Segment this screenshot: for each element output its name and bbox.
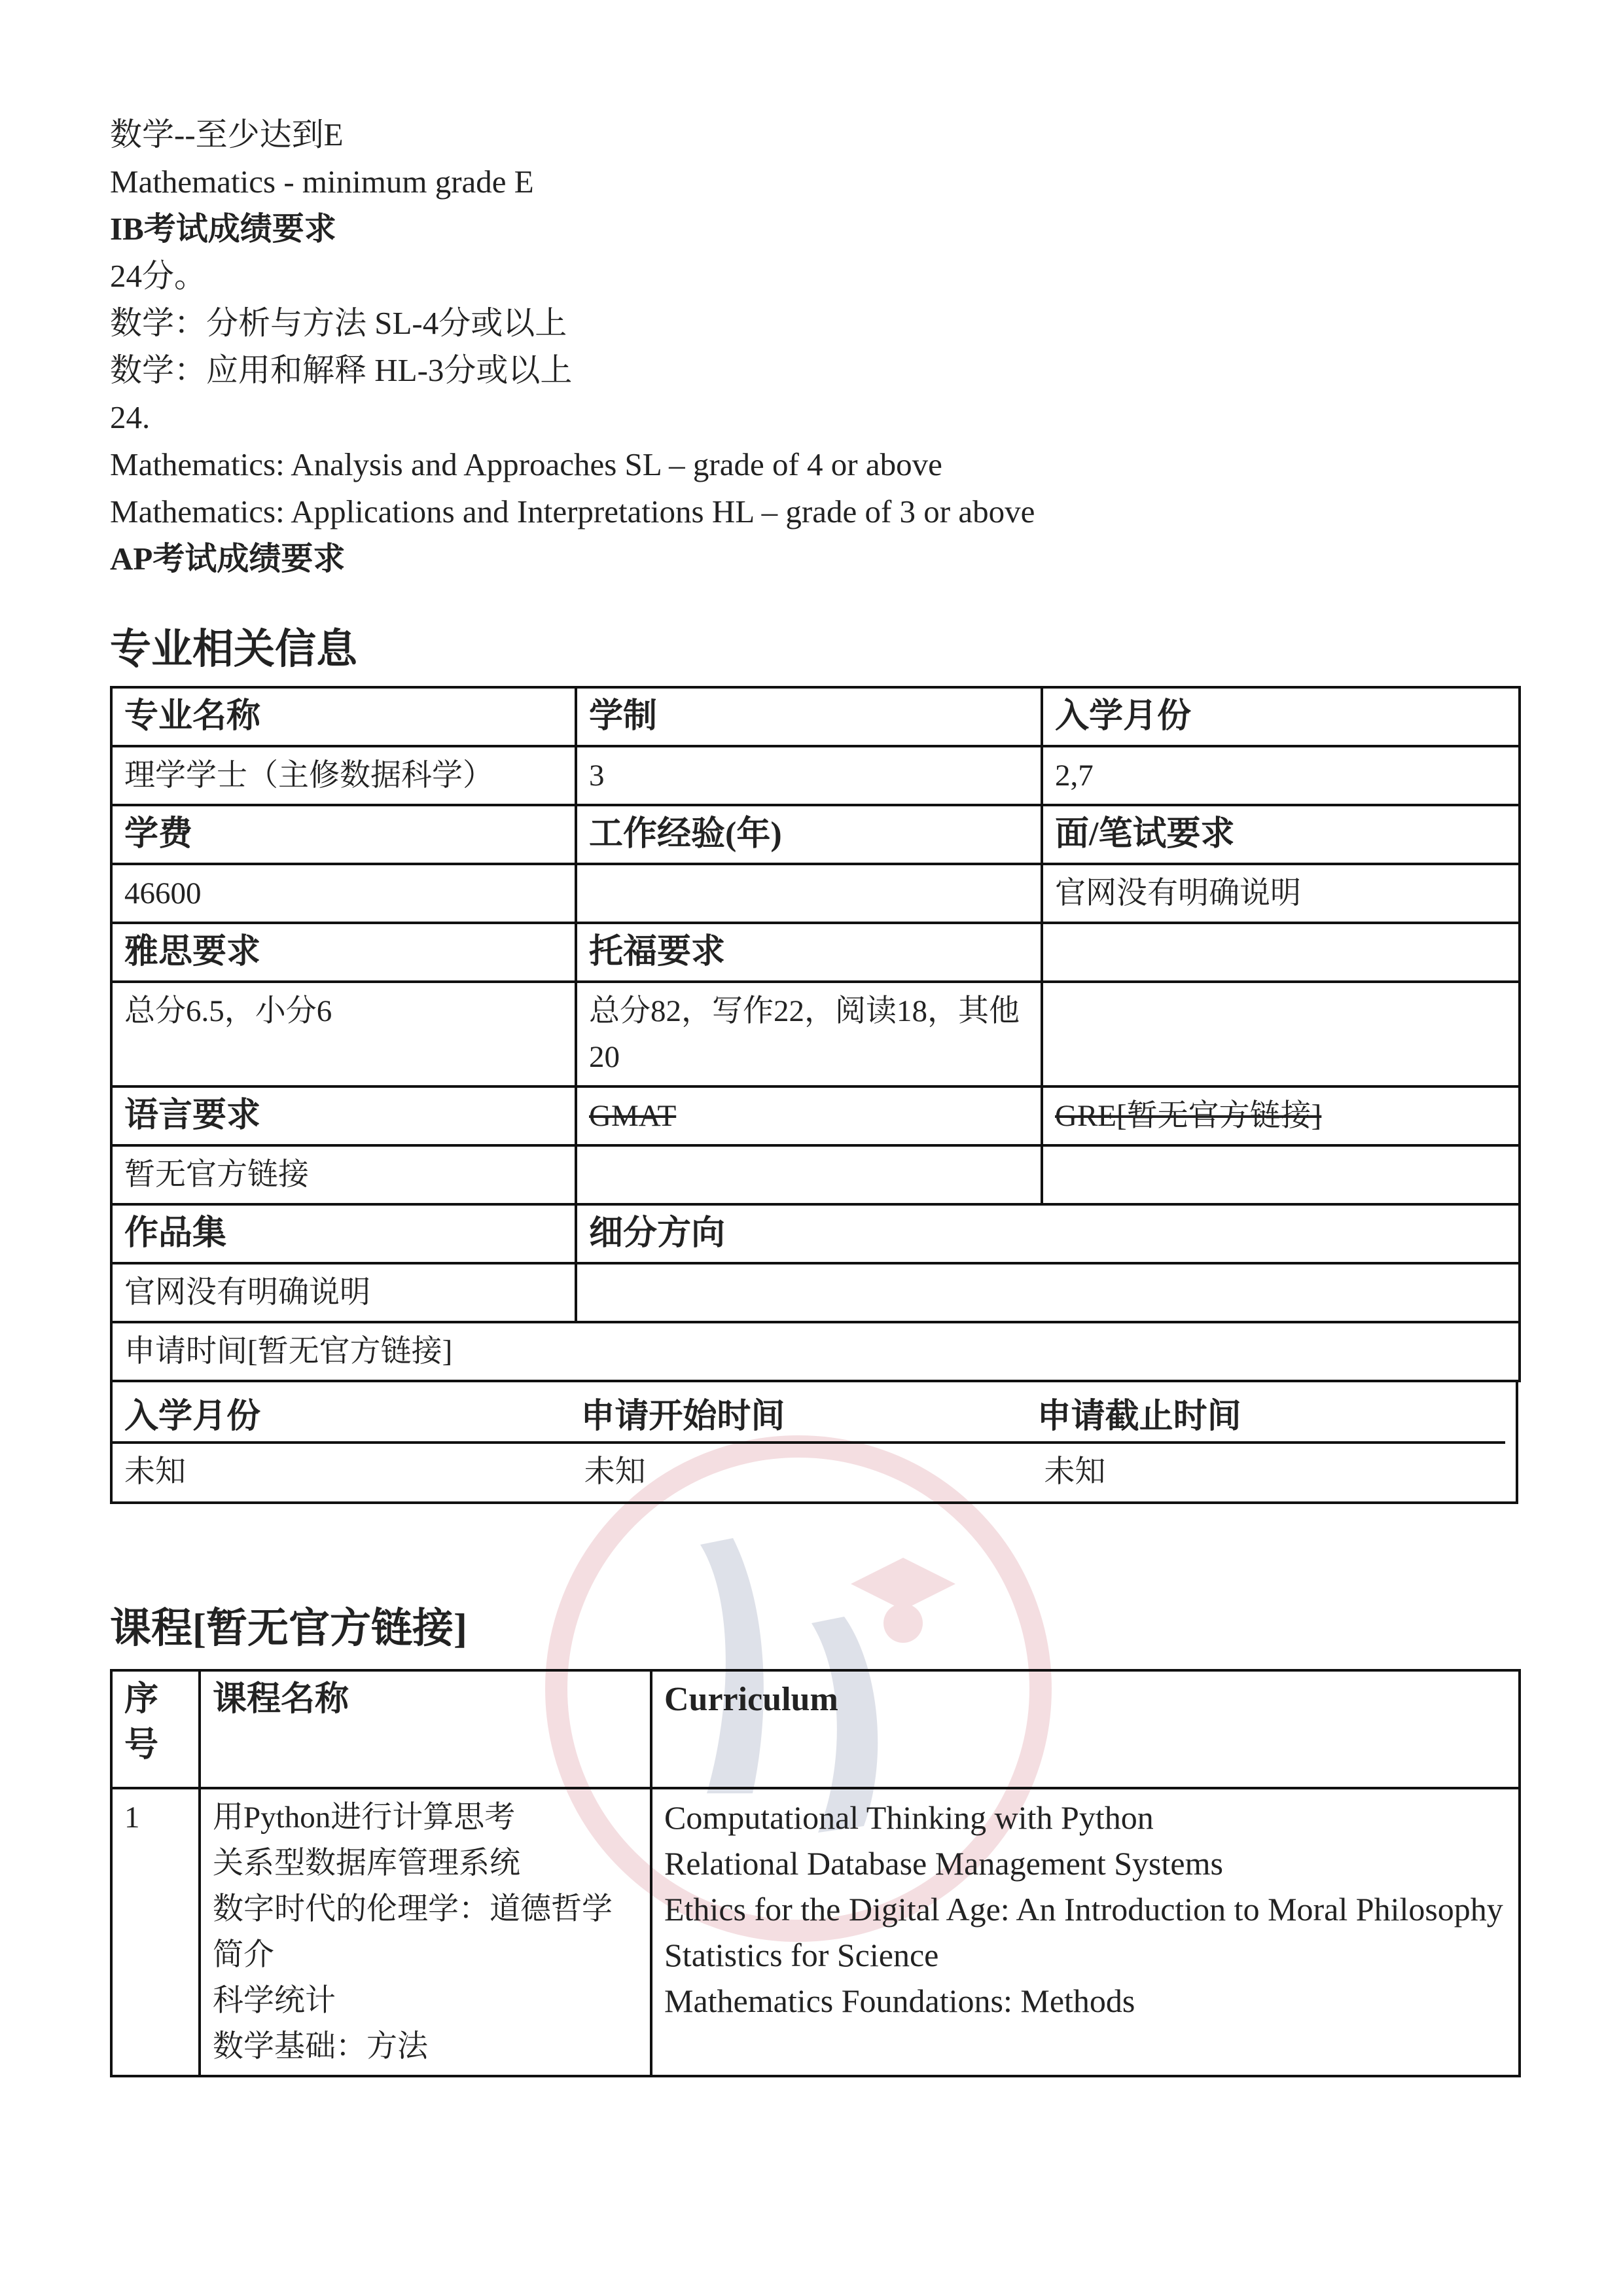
interview-label: 面/笔试要求 xyxy=(1042,805,1520,864)
empty-cell xyxy=(1042,1145,1520,1204)
course-name-en: Ethics for the Digital Age: An Introduction to Moral Philosophy xyxy=(664,1891,1503,1928)
course-name: 用Python进行计算思考 xyxy=(213,1801,516,1835)
table-row xyxy=(111,746,1520,805)
ielts-label: 雅思要求 xyxy=(111,923,576,982)
table-row xyxy=(111,805,1520,864)
course-name-en: Mathematics Foundations: Methods xyxy=(664,1982,1135,2019)
toefl-value: 总分82，写作22，阅读18，其他20 xyxy=(576,982,1042,1086)
req-line: Mathematics: Applications and Interpretations HL – grade of 3 or above xyxy=(110,493,1035,529)
table-row xyxy=(111,687,1520,746)
dates-value-intake: 未知 xyxy=(124,1455,186,1489)
application-time: 申请时间[暂无官方链接] xyxy=(111,1322,1520,1381)
major-label: 专业名称 xyxy=(111,687,576,746)
course-name-en: Relational Database Management Systems xyxy=(664,1845,1223,1882)
col-no-header: 序号 xyxy=(111,1670,200,1788)
course-names-en xyxy=(651,1788,1520,2076)
course-name: 关系型数据库管理系统 xyxy=(213,1846,520,1880)
direction-label: 细分方向 xyxy=(576,1204,1520,1263)
length-label: 学制 xyxy=(576,687,1042,746)
gre-label: GRE[暂无官方链接] xyxy=(1042,1086,1520,1145)
dates-header-intake: 入学月份 xyxy=(124,1398,261,1435)
req-line: 数学：分析与方法 SL-4分或以上 xyxy=(110,305,567,341)
course-no: 1 xyxy=(111,1788,200,2076)
portfolio-value: 官网没有明确说明 xyxy=(111,1263,576,1322)
fee-label: 学费 xyxy=(111,805,576,864)
application-dates xyxy=(110,1382,1518,1504)
req-line: Mathematics - minimum grade E xyxy=(110,164,534,200)
table-row xyxy=(111,1145,1520,1204)
toefl-label: 托福要求 xyxy=(576,923,1042,982)
dates-header-deadline: 申请截止时间 xyxy=(1037,1398,1241,1435)
dates-value-start: 未知 xyxy=(584,1455,646,1489)
portfolio-label: 作品集 xyxy=(111,1204,576,1263)
interview-value: 官网没有明确说明 xyxy=(1042,864,1520,923)
fee-value: 46600 xyxy=(111,864,576,923)
intake-label: 入学月份 xyxy=(1042,687,1520,746)
table-row xyxy=(111,1263,1520,1322)
course-name: 数字时代的伦理学：道德哲学简介 xyxy=(213,1892,613,1972)
empty-cell xyxy=(1042,982,1520,1086)
dates-value-deadline: 未知 xyxy=(1044,1455,1106,1489)
major-value: 理学学士（主修数据科学） xyxy=(111,746,576,805)
req-line: 数学--至少达到E xyxy=(110,117,344,152)
table-row xyxy=(111,1322,1520,1381)
ib-heading: IB考试成绩要求 xyxy=(110,211,336,247)
course-name-en: Statistics for Science xyxy=(664,1937,939,1973)
program-info-table xyxy=(110,686,1521,1382)
ielts-value: 总分6.5，小分6 xyxy=(111,982,576,1086)
course-names-zh xyxy=(200,1788,651,2076)
dates-header-row xyxy=(113,1382,1505,1444)
empty-cell xyxy=(576,1145,1042,1204)
length-value: 3 xyxy=(576,746,1042,805)
course-name-en: Computational Thinking with Python xyxy=(664,1799,1154,1836)
table-row xyxy=(111,864,1520,923)
courses-heading: 课程[暂无官方链接] xyxy=(110,1605,467,1651)
col-curriculum-header: Curriculum xyxy=(651,1670,1520,1788)
dates-value-row xyxy=(113,1444,1516,1495)
course-name: 数学基础：方法 xyxy=(213,2030,428,2064)
intake-value: 2,7 xyxy=(1042,746,1520,805)
dates-header-start: 申请开始时间 xyxy=(580,1398,785,1435)
table-row xyxy=(111,1204,1520,1263)
table-row xyxy=(111,982,1520,1086)
req-line: 24分。 xyxy=(110,258,207,294)
courses-table xyxy=(110,1669,1521,2077)
req-line: Mathematics: Analysis and Approaches SL – grade of 4 or above xyxy=(110,446,942,482)
col-name-header: 课程名称 xyxy=(200,1670,651,1788)
gmat-label: GMAT xyxy=(576,1086,1042,1145)
document-page xyxy=(110,111,1518,2077)
table-row xyxy=(111,1086,1520,1145)
work-value xyxy=(576,864,1042,923)
language-value: 暂无官方链接 xyxy=(111,1145,576,1204)
req-line: 数学：应用和解释 HL-3分或以上 xyxy=(110,352,573,388)
direction-value xyxy=(576,1263,1520,1322)
empty-cell xyxy=(1042,923,1520,982)
req-line: 24. xyxy=(110,399,151,435)
table-row xyxy=(111,1670,1520,1788)
program-info-heading: 专业相关信息 xyxy=(110,626,357,672)
table-row xyxy=(111,1788,1520,2076)
table-row xyxy=(111,923,1520,982)
work-label: 工作经验(年) xyxy=(576,805,1042,864)
admission-requirements xyxy=(110,111,1518,583)
ap-heading: AP考试成绩要求 xyxy=(110,541,346,577)
course-name: 科学统计 xyxy=(213,1984,336,2018)
language-label: 语言要求 xyxy=(111,1086,576,1145)
